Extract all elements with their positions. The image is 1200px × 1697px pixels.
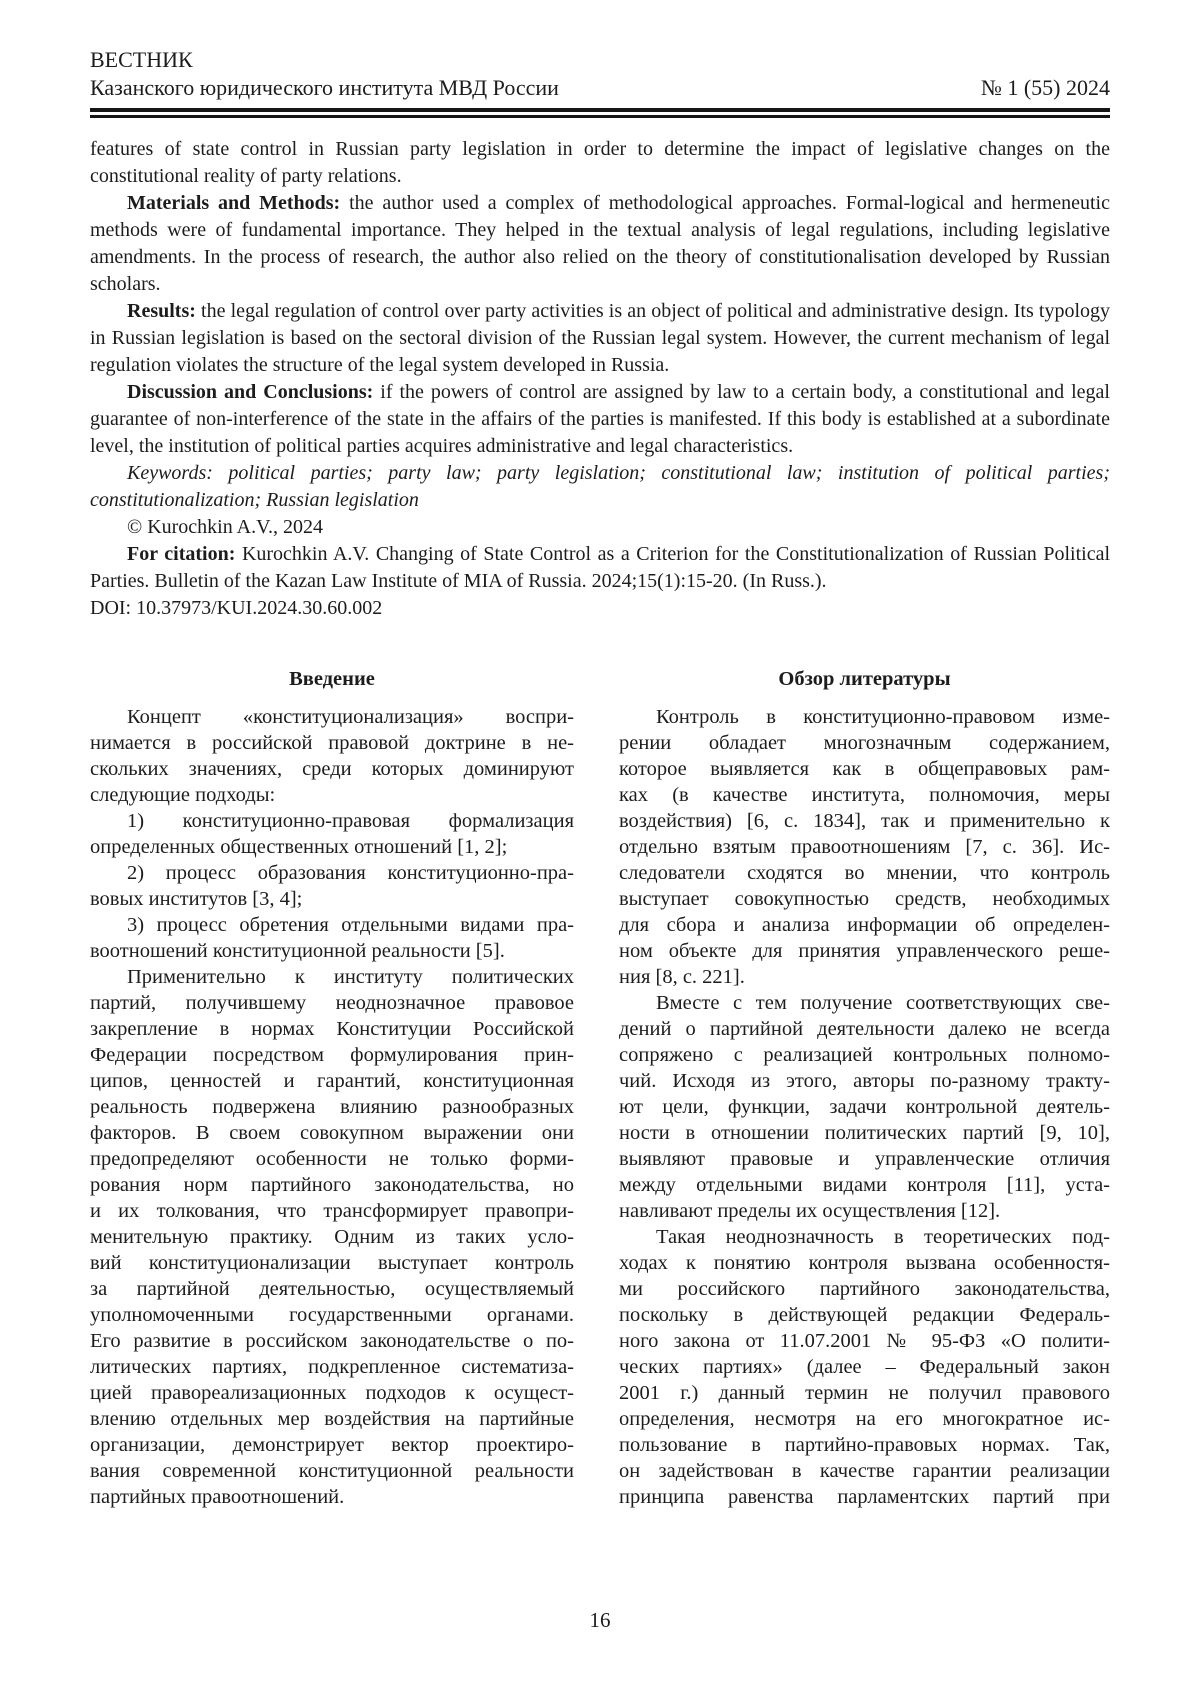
text-line: принципа равенства парламентских партий при	[619, 1486, 1110, 1508]
journal-title: ВЕСТНИК	[90, 47, 193, 72]
abstract-paragraph	[90, 541, 1110, 595]
text-line: чий. Исходя из этого, авторы по-разному тракту-	[619, 1070, 1110, 1092]
text-line: вания современной конституционной реальности	[90, 1460, 574, 1482]
text-line: Концепт «конституционализация» воспри-	[127, 706, 574, 728]
text-segment: For citation:	[127, 543, 242, 565]
text-line: реальность подвержена влиянию разнообразных	[90, 1096, 574, 1118]
text-line: ют цели, функции, задачи контрольной деятель-	[619, 1096, 1110, 1118]
text-line: 3) процесс обретения отдельными видами пра-	[127, 914, 574, 936]
text-line: влению отдельных мер воздействия на партийные	[90, 1408, 574, 1430]
text-line: литических партиях, подкрепленное систематиза-	[90, 1356, 574, 1378]
section-heading-literature-review: Обзор литературы	[778, 668, 951, 690]
column-right	[619, 666, 1110, 1510]
text-line: Федерации посредством формулирования прин-	[90, 1044, 574, 1066]
text-line: ках (в качестве института, полномочия, меры	[619, 784, 1110, 806]
text-segment: the legal regulation of control over party activities is an object of political and administrative design. Its typology in Russian legislation is based on the sectoral division of the Russian legal system. However, the current mechanism of legal regulation violates the structure of the legal system developed in Russia.	[90, 300, 1110, 376]
text-line: Применительно к институту политических	[127, 966, 574, 988]
text-line: 1) конституционно-правовая формализация	[127, 810, 574, 832]
text-line: партий, получившему неоднозначное правовое	[90, 992, 574, 1014]
text-line: ми российского партийного законодательства,	[619, 1278, 1110, 1300]
text-line: факторов. В своем совокупном выражении они	[90, 1122, 574, 1144]
text-line: скольких значениях, среди которых доминируют	[90, 758, 574, 780]
text-line: ческих партиях» (далее – Федеральный закон	[619, 1356, 1110, 1378]
text-line: ния [8, с. 221].	[619, 966, 745, 988]
text-line: которое выявляется как в общеправовых рам-	[619, 758, 1110, 780]
text-line: партийных правоотношений.	[90, 1486, 345, 1508]
text-line: поскольку в действующей редакции Федераль-	[619, 1304, 1110, 1326]
text-line: определения, несмотря на его многократное ис-	[619, 1408, 1110, 1430]
header-divider	[90, 108, 1110, 118]
section-heading-introduction: Введение	[289, 668, 375, 690]
text-segment: DOI: 10.37973/KUI.2024.30.60.002	[90, 597, 383, 619]
text-line: определенных общественных отношений [1, 2];	[90, 836, 508, 858]
text-line: предопределяют особенности не только форми-	[90, 1148, 574, 1170]
text-line: ном объекте для принятия управленческого реше-	[619, 940, 1110, 962]
text-line: Его развитие в российском законодательстве о по-	[90, 1330, 574, 1352]
text-segment: features of state control in Russian party legislation in order to determine the impact of legislative changes on the constitutional reality of party relations.	[90, 138, 1110, 187]
text-line: закрепление в нормах Конституции Российской	[90, 1018, 574, 1040]
text-line: 2001 г.) данный термин не получил правового	[619, 1382, 1110, 1404]
text-line: навливают пределы их осуществления [12].	[619, 1200, 1001, 1222]
journal-title-block	[90, 46, 559, 102]
abstract-paragraph	[90, 460, 1110, 514]
text-line: Такая неоднозначность в теоретических под-	[656, 1226, 1110, 1248]
text-line: сопряжено с реализацией контрольных полномо-	[619, 1044, 1110, 1066]
abstract-paragraph	[90, 514, 1110, 541]
running-head	[90, 46, 1110, 102]
text-line: рования норм партийного законодательства, но	[90, 1174, 574, 1196]
text-line: выступает совокупностью средств, необходимых	[619, 888, 1110, 910]
abstract-paragraph	[90, 298, 1110, 379]
text-line: нимается в российской правовой доктрине в не-	[90, 732, 574, 754]
abstract-paragraph	[90, 136, 1110, 190]
text-line: вий конституционализации выступает контроль	[90, 1252, 574, 1274]
text-line: воздействия) [6, с. 1834], так и применительно к	[619, 810, 1110, 832]
text-segment: © Kurochkin A.V., 2024	[127, 516, 323, 538]
issue-number: № 1 (55) 2024	[980, 75, 1110, 100]
text-segment: if the powers of control are assigned by law to a certain body, a constitutional and legal guarantee of non-interference of the state in the affairs of the parties is manifested. If this body is established at a subordinate level, the institution of political parties acquires administrative and legal characteristics.	[90, 381, 1110, 457]
abstract-paragraph	[90, 379, 1110, 460]
text-line: организации, демонстрирует вектор проектиро-	[90, 1434, 574, 1456]
text-segment: Kurochkin A.V. Changing of State Control as a Criterion for the Constitutionalization of Russian Political Parties. Bulletin of the Kazan Law Institute of MIA of Russia. 2024;15(1):15-20. (In Russ.).	[90, 543, 1111, 592]
text-line: он задействован в качестве гарантии реализации	[619, 1460, 1110, 1482]
column-left-body	[90, 704, 574, 1510]
text-line: цией правореализационных подходов к осущест-	[90, 1382, 574, 1404]
text-line: уполномоченными государственными органами.	[90, 1304, 574, 1326]
journal-subtitle: Казанского юридического института МВД России	[90, 75, 559, 100]
abstract-paragraph	[90, 190, 1110, 298]
text-line: Вместе с тем получение соответствующих све-	[656, 992, 1110, 1014]
text-line: и их толкования, что трансформирует правопри-	[90, 1200, 574, 1222]
text-segment: Keywords: political parties; party law; party legislation; constitutional law; institution of political parties; constitutionalization; Russian legislation	[90, 462, 1110, 511]
text-line: воотношений конституционной реальности [5].	[90, 940, 505, 962]
text-line: следующие подходы:	[90, 784, 276, 806]
text-line: ципов, ценностей и гарантий, конституционная	[90, 1070, 574, 1092]
text-line: рении обладает многозначным содержанием,	[619, 732, 1110, 754]
page-number: 16	[589, 1608, 611, 1632]
text-segment: Materials and Methods:	[127, 192, 350, 214]
abstract-section	[90, 136, 1110, 622]
abstract-paragraph	[90, 595, 1110, 622]
text-segment: Results:	[127, 300, 202, 322]
text-line: пользование в партийно-правовых нормах. Так,	[619, 1434, 1110, 1456]
text-line: ного закона от 11.07.2001 № 95-ФЗ «О полити-	[619, 1330, 1110, 1352]
text-line: за партийной деятельностью, осуществляемый	[90, 1278, 574, 1300]
text-line: дений о партийной деятельности далеко не всегда	[619, 1018, 1110, 1040]
text-line: выявляют правовые и управленческие отличия	[619, 1148, 1110, 1170]
text-line: Контроль в конституционно-правовом изме-	[656, 706, 1110, 728]
text-line: вовых институтов [3, 4];	[90, 888, 303, 910]
text-line: ности в отношении политических партий [9, 10],	[619, 1122, 1110, 1144]
text-segment: the author used a complex of methodological approaches. Formal-logical and hermeneutic methods were of fundamental importance. They helped in the textual analysis of legal regulations, including legislative amendments. In the process of research, the author also relied on the theory of constitutionalisation developed by Russian scholars.	[90, 192, 1110, 295]
page-footer	[0, 1608, 1200, 1633]
text-line: ходах к понятию контроля вызвана особенностя-	[619, 1252, 1110, 1274]
text-line: для сбора и анализа информации об определен-	[619, 914, 1110, 936]
article-body	[90, 666, 1110, 1510]
text-line: 2) процесс образования конституционно-пра-	[127, 862, 574, 884]
text-segment: Discussion and Conclusions:	[127, 381, 381, 403]
page-header	[90, 46, 1110, 118]
text-line: следователи сходятся во мнении, что контроль	[619, 862, 1110, 884]
text-line: отдельно взятым правоотношениям [7, с. 36]. Ис-	[619, 836, 1110, 858]
column-left	[90, 666, 574, 1510]
text-line: менительную практику. Одним из таких усло-	[90, 1226, 574, 1248]
text-line: между отдельными видами контроля [11], уста-	[619, 1174, 1110, 1196]
column-right-body	[619, 704, 1110, 1510]
